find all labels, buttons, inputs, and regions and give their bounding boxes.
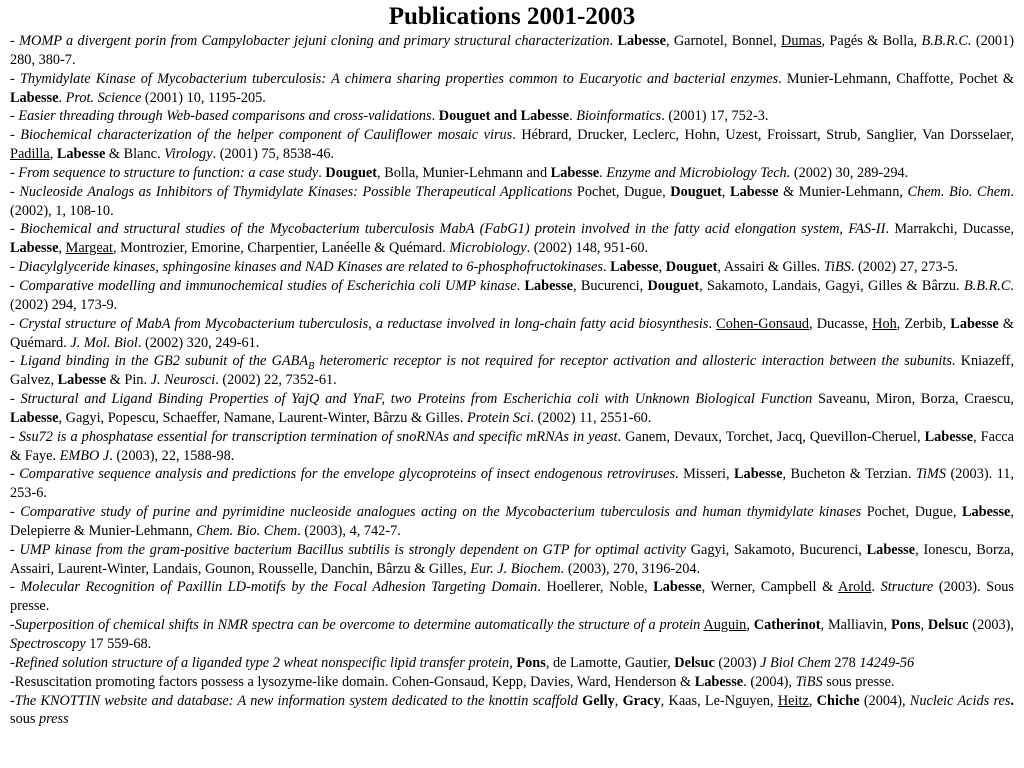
italic-text: - Comparative sequence analysis and predictions for the envelope glycoproteins of insect endogenous retroviruses	[10, 466, 676, 483]
bold-author: Labesse	[10, 89, 59, 106]
entry-text: . (2003), 22, 1588-98.	[109, 447, 235, 464]
entry-text: & Quémard.	[10, 315, 1014, 351]
italic-text: J. Mol. Biol	[70, 334, 138, 351]
entry-text: .	[58, 89, 66, 106]
bold-author: Catherinot	[753, 617, 821, 634]
entry-text: & Blanc.	[105, 146, 165, 163]
bold-author: Labesse	[653, 579, 702, 596]
italic-text: Enzyme and Microbiology Tech.	[606, 164, 791, 181]
entry-text: & Munier-Lehmann,	[778, 183, 908, 200]
italic-text: B.B.R.C	[963, 277, 1011, 294]
bold-author: Labesse	[730, 183, 779, 200]
publication-entry	[10, 315, 1014, 353]
entry-text: , Bucurenci,	[572, 277, 648, 294]
entry-text: sous presse.	[822, 673, 895, 690]
italic-text: -The KNOTTIN website and database: A new information system dedicated to the knottin scaffold	[10, 692, 578, 709]
underlined-author: Heitz	[777, 692, 809, 709]
italic-text: - Nucleoside Analogs as Inhibitors of Thymidylate Kinases: Possible Therapeutical Applications	[10, 183, 573, 200]
entry-text: . Marrakchi, Ducasse,	[885, 221, 1014, 238]
entry-text: . Misseri,	[675, 466, 735, 483]
entry-text: .	[609, 33, 618, 49]
publication-entry	[10, 428, 1014, 466]
underlined-author: Auguin	[703, 617, 747, 634]
bold-author: Labesse	[694, 673, 744, 690]
underlined-author: Padilla	[10, 146, 50, 163]
publication-entry	[10, 465, 1014, 503]
entry-text: .	[318, 164, 326, 181]
entry-text: ,	[920, 617, 928, 634]
entry-text: , de Lamotte, Gautier,	[545, 654, 675, 671]
bold-author: Douguet	[647, 277, 700, 294]
entry-text: . (2001) 75, 8538-46.	[212, 146, 335, 163]
bold-author: Chiche	[816, 692, 860, 709]
publication-entry	[10, 126, 1014, 164]
entry-text: , Montrozier, Emorine, Charpentier, Lanéelle & Quémard.	[113, 240, 450, 257]
bold-author: Pons	[891, 617, 921, 634]
entry-text: . (2003), 4, 742-7.	[297, 522, 401, 539]
italic-text: B.B.R.C.	[921, 33, 972, 49]
publication-entry	[10, 32, 1014, 70]
bold-author: Labesse	[10, 409, 59, 426]
entry-text: Pochet, Dugue,	[861, 504, 962, 521]
entry-text: . (2002) 22, 7352-61.	[215, 372, 337, 389]
entry-text: ,	[58, 240, 66, 257]
italic-text: EMBO J	[59, 447, 110, 464]
bold-author: .	[1010, 692, 1014, 709]
italic-text: TiMS	[915, 466, 947, 483]
publication-entry	[10, 578, 1014, 616]
italic-text: press	[39, 711, 69, 728]
entry-text: Saveanu, Miron, Borza, Craescu,	[812, 391, 1015, 408]
entry-text: .	[602, 259, 611, 276]
entry-text: , Zerbib,	[896, 315, 951, 332]
entry-text: , Bucheton & Terzian.	[782, 466, 916, 483]
bold-author: Labesse	[524, 277, 573, 294]
bold-author: Labesse	[617, 33, 666, 49]
italic-text: - Easier threading through Web-based comparisons and cross-validations	[10, 108, 432, 125]
italic-text: - Diacylglyceride kinases, sphingosine kinases and NAD Kinases are related to 6-phosphofructokinases	[10, 259, 603, 276]
entry-text: . Kniazeff, Galvez,	[10, 353, 1015, 389]
entry-text: , Sakamoto, Landais, Gagyi, Gilles & Bârzu.	[699, 277, 964, 294]
entry-text: , Kaas, Le-Nguyen,	[660, 692, 778, 709]
entry-text: , Ducasse,	[809, 315, 873, 332]
entry-text: . (2002) 148, 951-60.	[526, 240, 649, 257]
italic-text: , Nucleic Acids res	[901, 692, 1011, 709]
entry-text: (2003). 11, 253-6.	[10, 466, 1014, 502]
italic-text: TiBS	[823, 259, 851, 276]
subscript-text: B	[308, 361, 315, 373]
underlined-author: Cohen-Gonsaud	[716, 315, 810, 332]
italic-text: - Molecular Recognition of Paxillin LD-motifs by the Focal Adhesion Targeting Domain	[10, 579, 538, 596]
italic-text: - Ligand binding in the GB2 subunit of the GABA	[10, 353, 309, 370]
entry-text: . Hébrard, Drucker, Leclerc, Hohn, Uzest, Froissart, Strub, Sanglier, Van Dorsselaer,	[512, 127, 1014, 144]
italic-text: - UMP kinase from the gram-positive bacterium Bacillus subtilis is strongly dependent on GTP for optimal activity	[10, 541, 686, 558]
entry-text: . (2002) 27, 273-5.	[850, 259, 959, 276]
entry-text: .	[569, 108, 577, 125]
bold-author: Delsuc	[927, 617, 969, 634]
bold-author: Pons	[516, 654, 546, 671]
italic-text: - Biochemical and structural studies of the Mycobacterium tuberculosis MabA (FabG1) protein involved in the fatty acid elongation system, FAS-II	[10, 221, 886, 238]
italic-text: Spectroscopy	[10, 636, 86, 652]
bold-author: Labesse	[734, 466, 783, 483]
bold-author: Douguet	[665, 259, 718, 276]
italic-text: - Comparative study of purine and pyrimidine nucleoside analogues acting on the Mycobacterium tuberculosis and human thymidylate kinases	[10, 504, 862, 521]
italic-text: J. Neurosci	[150, 372, 216, 389]
entry-text: ,	[808, 692, 817, 709]
publication-entry	[10, 654, 1014, 673]
entry-text: ,	[614, 692, 623, 709]
italic-text: - Structural and Ligand Binding Properties of YajQ and YnaF, two Proteins from Escherichia coli with Unknown Biological Function	[10, 391, 813, 408]
entry-text: ,	[49, 146, 57, 163]
publication-list	[10, 32, 1014, 729]
bold-author: Labesse	[57, 372, 107, 389]
entry-text: ,	[658, 259, 666, 276]
italic-text: -Refined solution structure of a liganded type 2 wheat nonspecific lipid transfer protein,	[10, 654, 513, 671]
publication-entry	[10, 692, 1014, 730]
bold-author: Labesse	[10, 240, 59, 257]
italic-text: Prot. Science	[65, 89, 142, 106]
entry-text: (2001) 280, 380-7.	[10, 33, 1014, 68]
entry-text: , Gagyi, Popescu, Schaeffer, Namane, Laurent-Winter, Bârzu & Gilles.	[58, 409, 467, 426]
italic-text: Virology	[164, 146, 213, 163]
italic-text: - From sequence to structure to function: a case study	[10, 164, 319, 181]
entry-text: .	[516, 277, 525, 294]
publication-entry	[10, 541, 1014, 579]
entry-text: (2003),	[968, 617, 1015, 634]
publication-entry	[10, 258, 1014, 277]
italic-text: Protein Sci	[466, 409, 531, 426]
entry-text: , Bolla, Munier-Lehmann and	[377, 164, 551, 181]
entry-text: Gagyi, Sakamoto, Bucurenci,	[685, 541, 867, 558]
entry-text: -Resuscitation promoting factors possess a lysozyme-like domain. Cohen-Gonsaud, Kepp, Davies, Ward, Henderson &	[10, 673, 695, 690]
bold-author: Douguet and Labesse	[438, 108, 570, 125]
entry-text: .	[871, 579, 881, 596]
entry-text: , Assairi & Gilles.	[717, 259, 824, 276]
publication-entry	[10, 673, 1014, 692]
bold-author: Labesse	[950, 315, 999, 332]
entry-text: . (2004),	[743, 673, 796, 690]
publication-entry	[10, 390, 1014, 428]
publication-entry	[10, 503, 1014, 541]
italic-text: Structure	[880, 579, 934, 596]
bold-author: Douguet	[325, 164, 378, 181]
entry-text: , Malliavin,	[820, 617, 892, 634]
entry-text: 278	[830, 654, 860, 671]
entry-text: ,	[746, 617, 754, 634]
entry-text: . Hoellerer, Noble,	[537, 579, 654, 596]
italic-text: TiBS	[795, 673, 823, 690]
bold-author: Delsuc	[674, 654, 715, 671]
entry-text: .	[708, 315, 717, 332]
italic-text: 14249-56	[859, 654, 915, 671]
entry-text: . Ganem, Devaux, Torchet, Jacq, Quevillon-Cheruel,	[617, 428, 925, 445]
publication-entry	[10, 616, 1014, 654]
italic-text: J Biol Chem	[760, 654, 831, 671]
entry-text: .	[599, 164, 607, 181]
underlined-author: Dumas	[781, 33, 822, 49]
entry-text: sous	[10, 711, 39, 728]
bold-author: Gelly	[582, 692, 615, 709]
entry-text: , Garnotel, Bonnel,	[665, 33, 781, 49]
bold-author: Labesse	[961, 504, 1011, 521]
entry-text: (2001) 10, 1195-205.	[141, 89, 266, 106]
entry-text: (2003), 270, 3196-204.	[564, 560, 701, 577]
entry-text: , Facca & Faye.	[10, 428, 1015, 464]
entry-text: (2003)	[714, 654, 761, 671]
entry-text: . (2002) 320, 249-61.	[137, 334, 260, 351]
entry-text: . Munier-Lehmann, Chaffotte, Pochet &	[778, 70, 1014, 87]
bold-author: Labesse	[610, 259, 659, 276]
italic-text: heteromeric receptor is not required for receptor activation and allosteric interaction between the subunits	[314, 353, 952, 370]
italic-text: Chem. Bio. Chem	[196, 522, 298, 539]
italic-text: - Biochemical characterization of the helper component of Cauliflower mosaic virus	[10, 127, 513, 144]
italic-text: Eur. J. Biochem.	[470, 560, 565, 577]
entry-text: . (2002) 11, 2551-60.	[530, 409, 652, 426]
italic-text: Chem. Bio. Chem	[907, 183, 1011, 200]
bold-author: Gracy	[622, 692, 661, 709]
publication-entry	[10, 277, 1014, 315]
entry-text: , Delepierre & Munier-Lehmann,	[10, 504, 1014, 539]
publication-entry	[10, 107, 1014, 126]
entry-text: (2003). Sous presse.	[10, 579, 1014, 615]
publication-entry	[10, 164, 1014, 183]
italic-text: Bioinformatics	[576, 108, 662, 125]
page-title: Publications 2001-2003	[388, 3, 636, 30]
italic-text: - Ssu72 is a phosphatase essential for transcription termination of snoRNAs and specific mRNAs in yeast	[10, 428, 618, 445]
bold-author: Douguet	[670, 183, 722, 200]
entry-text: . (2002), 1, 108-10.	[10, 183, 1014, 219]
entry-text: . (2001) 17, 752-3.	[661, 108, 769, 125]
italic-text: -Superposition of chemical shifts in NMR spectra can be overcome to determine automatically the structure of a protein	[10, 617, 701, 634]
italic-text: - Comparative modelling and immunochemical studies of Escherichia coli UMP kinase	[10, 277, 517, 294]
italic-text: - Thymidylate Kinase of Mycobacterium tuberculosis: A chimera sharing properties common to Eucaryotic and bacterial enzymes	[10, 70, 779, 87]
entry-text: .	[431, 108, 439, 125]
underlined-author: Margeat	[65, 240, 113, 257]
entry-text: 17 559-68.	[85, 636, 152, 652]
underlined-author: Arold	[838, 579, 872, 596]
underlined-author: Hoh	[872, 315, 897, 332]
entry-text: , Werner, Campbell &	[701, 579, 839, 596]
publication-entry	[10, 352, 1014, 390]
entry-text: Pochet, Dugue,	[572, 183, 671, 200]
italic-text: - MOMP a divergent porin from Campylobacter jejuni cloning and primary structural characterization	[10, 33, 610, 49]
bold-author: Labesse	[866, 541, 916, 558]
entry-text: , Ionescu, Borza, Assairi, Laurent-Winter, Landais, Gounon, Rousselle, Danchin, Bârzu & Gilles,	[10, 541, 1014, 577]
entry-text: (2002) 30, 289-294.	[790, 164, 909, 181]
italic-text: Microbiology	[449, 240, 527, 257]
entry-text: , Pagés & Bolla,	[821, 33, 922, 49]
publication-entry	[10, 70, 1014, 108]
entry-text: . (2002) 294, 173-9.	[10, 277, 1014, 313]
entry-text: & Pin.	[106, 372, 151, 389]
entry-text: (2004)	[859, 692, 902, 709]
entry-text: ,	[721, 183, 731, 200]
publication-entry	[10, 220, 1014, 258]
bold-author: Labesse	[56, 146, 106, 163]
bold-author: Labesse	[924, 428, 974, 445]
bold-author: Labesse	[550, 164, 600, 181]
italic-text: - Crystal structure of MabA from Mycobacterium tuberculosis, a reductase involved in long-chain fatty acid biosynthesis	[10, 315, 709, 332]
publication-entry	[10, 183, 1014, 221]
